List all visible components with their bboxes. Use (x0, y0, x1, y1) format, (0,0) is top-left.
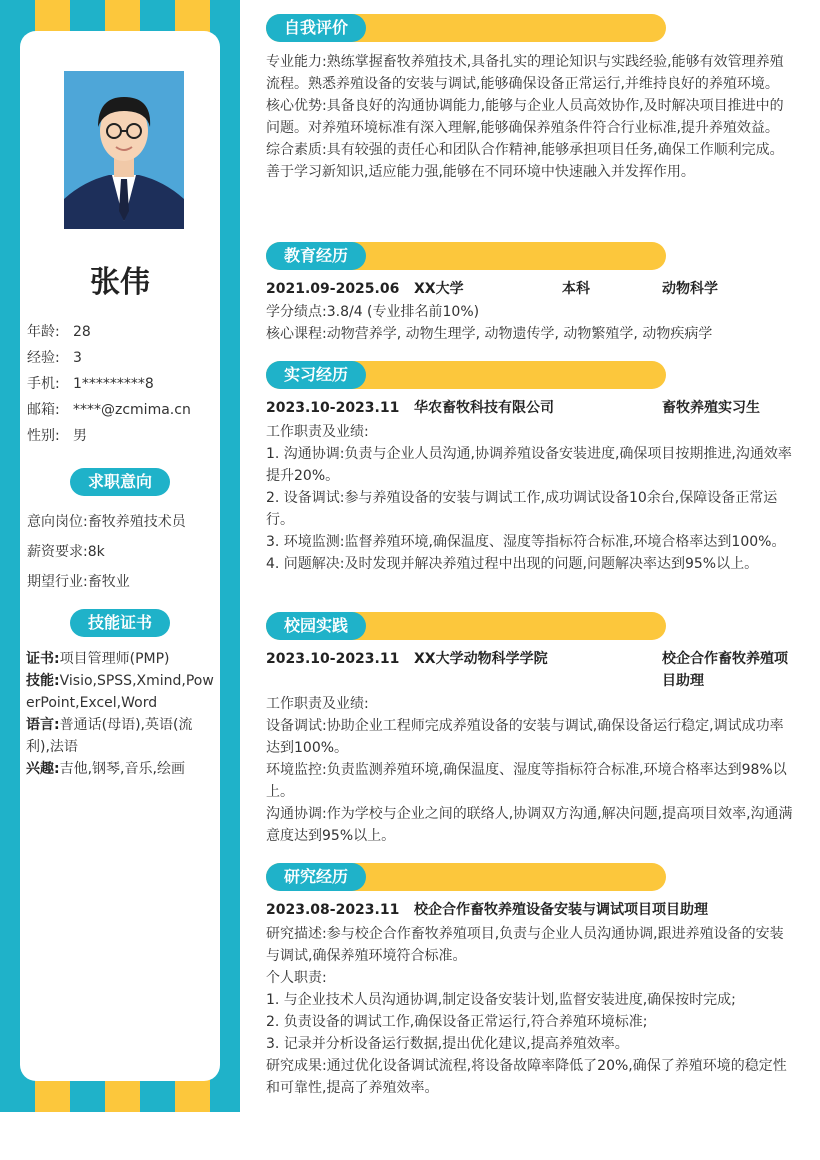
research-duty: 3. 记录并分析设备运行数据,提出优化建议,提高养殖效率。 (266, 1036, 629, 1052)
research-duty: 2. 负责设备的调试工作,确保设备正常运行,符合养殖环境标准; (266, 1014, 648, 1030)
job-industry: 期望行业:畜牧业 (27, 574, 130, 590)
info-value: 男 (73, 428, 87, 444)
info-label: 年龄: (27, 324, 60, 340)
decor-stripe (105, 0, 140, 32)
edu-degree: 本科 (562, 281, 590, 297)
research-period: 2023.08-2023.11 (266, 902, 400, 918)
intern-duty: 1. 沟通协调:负责与企业人员沟通,协调养殖设备安装进度,确保项目按期推进,沟通效率提升20%。 (266, 446, 792, 484)
section-title: 研究经历 (266, 863, 366, 891)
info-email (27, 399, 191, 419)
intern-company: 华农畜牧科技有限公司 (414, 400, 554, 416)
info-experience (27, 347, 82, 367)
info-value: 1*********8 (73, 376, 154, 392)
info-phone (27, 373, 154, 393)
sidebar (0, 0, 240, 1112)
research-duty: 1. 与企业技术人员沟通协调,制定设备安装计划,监督安装进度,确保按时完成; (266, 992, 736, 1008)
campus-intro: 工作职责及业绩: (266, 696, 369, 712)
research-desc: 研究描述:参与校企合作畜牧养殖项目,负责与企业人员沟通协调,跟进养殖设备的安装与调试,确保养殖环境符合标准。 (266, 926, 784, 964)
info-label: 性别: (27, 428, 60, 444)
campus-duty: 设备调试:协助企业工程师完成养殖设备的安装与调试,确保设备运行稳定,调试成功率达到100%。 (266, 718, 784, 756)
decor-stripe (105, 1080, 140, 1112)
info-value: ****@zcmima.cn (73, 402, 191, 418)
self-eval-para: 专业能力:熟练掌握畜牧养殖技术,具备扎实的理论知识与实践经验,能够有效管理养殖流程。熟悉养殖设备的安装与调试,能够确保设备正常运行,并维持良好的养殖环境。 (266, 54, 784, 92)
self-eval-para: 综合素质:具有较强的责任心和团队合作精神,能够承担项目任务,确保工作顺利完成。善于学习新知识,适应能力强,能够在不同环境中快速融入并发挥作用。 (266, 142, 784, 180)
section-research (266, 863, 666, 891)
campus-org: XX大学动物科学学院 (414, 651, 548, 667)
job-position: 意向岗位:畜牧养殖技术员 (27, 514, 186, 530)
research-details (266, 923, 796, 1099)
self-eval-para: 核心优势:具备良好的沟通协调能力,能够与企业人员高效协作,及时解决项目推进中的问题。对养殖环境标准有深入理解,能够确保养殖条件符合行业标准,提升养殖效益。 (266, 98, 784, 136)
campus-details (266, 693, 796, 847)
edu-courses: 核心课程:动物营养学, 动物生理学, 动物遗传学, 动物繁殖学, 动物疾病学 (266, 326, 713, 342)
internship-header (266, 397, 796, 419)
intern-intro: 工作职责及业绩: (266, 424, 369, 440)
section-internship (266, 361, 666, 389)
section-title: 校园实践 (266, 612, 366, 640)
job-intent-heading: 求职意向 (70, 468, 170, 496)
info-value: 3 (73, 350, 82, 366)
decor-stripe (175, 1080, 210, 1112)
profile-card (20, 31, 220, 1081)
info-gender (27, 425, 87, 445)
intern-role: 畜牧养殖实习生 (662, 400, 760, 416)
skill-language: 语言:普通话(母语),英语(流利),法语 (26, 717, 193, 755)
decor-stripe (175, 0, 210, 32)
edu-school: XX大学 (414, 281, 464, 297)
intern-duty: 4. 问题解决:及时发现并解决养殖过程中出现的问题,问题解决率达到95%以上。 (266, 556, 759, 572)
avatar (64, 71, 184, 229)
research-duty-title: 个人职责: (266, 970, 327, 986)
info-label: 手机: (27, 376, 60, 392)
research-project: 校企合作畜牧养殖设备安装与调试项目 (414, 902, 652, 918)
info-age (27, 321, 91, 341)
campus-period: 2023.10-2023.11 (266, 651, 400, 667)
section-title: 实习经历 (266, 361, 366, 389)
skills-list (26, 648, 214, 780)
section-self-eval (266, 14, 666, 42)
skill-tools: 技能:Visio,SPSS,Xmind,PowerPoint,Excel,Word (26, 673, 214, 711)
education-details (266, 301, 796, 345)
intern-period: 2023.10-2023.11 (266, 400, 400, 416)
skills-heading: 技能证书 (70, 609, 170, 637)
internship-details (266, 421, 796, 575)
research-header (266, 899, 796, 921)
job-salary: 薪资要求:8k (27, 544, 105, 560)
candidate-name: 张伟 (90, 265, 150, 300)
section-campus (266, 612, 666, 640)
campus-duty: 环境监控:负责监测养殖环境,确保温度、湿度等指标符合标准,环境合格率达到98%以上。 (266, 762, 787, 800)
edu-major: 动物科学 (662, 281, 718, 297)
decor-stripe (35, 0, 70, 32)
info-label: 邮箱: (27, 402, 60, 418)
section-title: 教育经历 (266, 242, 366, 270)
edu-gpa: 学分绩点:3.8/4 (专业排名前10%) (266, 304, 480, 320)
person-portrait-icon (64, 71, 184, 229)
info-value: 28 (73, 324, 91, 340)
edu-period: 2021.09-2025.06 (266, 281, 400, 297)
campus-duty: 沟通协调:作为学校与企业之间的联络人,协调双方沟通,解决问题,提高项目效率,沟通满意度达到95%以上。 (266, 806, 793, 844)
intern-duty: 2. 设备调试:参与养殖设备的安装与调试工作,成功调试设备10余台,保障设备正常运行。 (266, 490, 778, 528)
research-result: 研究成果:通过优化设备调试流程,将设备故障率降低了20%,确保了养殖环境的稳定性和可靠性,提高了养殖效率。 (266, 1058, 787, 1096)
info-label: 经验: (27, 350, 60, 366)
skill-cert: 证书:项目管理师(PMP) (26, 651, 170, 667)
campus-header (266, 648, 796, 692)
research-role: 项目助理 (652, 902, 708, 918)
campus-role: 校企合作畜牧养殖项目助理 (662, 651, 788, 689)
section-title: 自我评价 (266, 14, 366, 42)
decor-stripe (35, 1080, 70, 1112)
self-eval-text (266, 51, 796, 183)
intern-duty: 3. 环境监测:监督养殖环境,确保温度、湿度等指标符合标准,环境合格率达到100%。 (266, 534, 786, 550)
skill-hobby: 兴趣:吉他,钢琴,音乐,绘画 (26, 761, 185, 777)
section-education (266, 242, 666, 270)
education-header (266, 278, 796, 300)
